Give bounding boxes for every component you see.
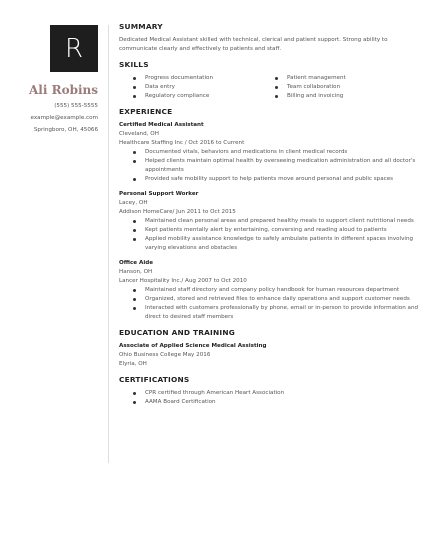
summary-section xyxy=(119,22,419,54)
skill-item: Billing and invoicing xyxy=(275,92,417,101)
job-location: Lacey, OH xyxy=(119,200,148,206)
skills-section xyxy=(119,60,419,101)
section-title: SKILLS xyxy=(119,60,149,69)
bullet-item: Maintained staff directory and company policy handbook for human resources department xyxy=(133,286,419,295)
skill-item: Team collaboration xyxy=(275,83,417,92)
certification-item: AAMA Board Certification xyxy=(133,398,419,407)
job-company-dates: Addison HomeCare/ Jun 2011 to Oct 2015 xyxy=(119,209,236,215)
section-title: SUMMARY xyxy=(119,22,163,31)
main-column xyxy=(119,22,419,413)
column-divider xyxy=(108,25,109,463)
skills-list xyxy=(119,74,419,101)
phone-text: (555) 555-5555 xyxy=(54,103,98,109)
job-bullets xyxy=(119,286,419,322)
email-text: example@example.com xyxy=(30,115,98,121)
skill-item: Patient management xyxy=(275,74,417,83)
job-location: Cleveland, OH xyxy=(119,131,159,137)
bullet-item: Interacted with customers professionally by phone, email or in-person to provide information and direct to desired staff members xyxy=(133,304,419,322)
contact-info xyxy=(31,100,98,136)
certifications-section xyxy=(119,375,419,407)
skills-column xyxy=(275,74,417,101)
certification-item: CPR certified through American Heart Association xyxy=(133,389,419,398)
job-title: Certified Medical Assistant xyxy=(119,122,204,128)
job-entry xyxy=(119,190,419,253)
job-company-dates: Lancer Hospitality Inc./ Aug 2007 to Oct 2010 xyxy=(119,278,247,284)
school-location-text: Elyria, OH xyxy=(119,361,147,367)
monogram-badge: R xyxy=(50,25,98,72)
bullet-item: Provided safe mobility support to help patients move around personal and public spaces xyxy=(133,175,419,184)
job-entry xyxy=(119,121,419,184)
job-company-dates: Healthcare Staffing Inc / Oct 2016 to Current xyxy=(119,140,245,146)
skill-item: Progress documentation xyxy=(133,74,275,83)
summary-text: Dedicated Medical Assistant skilled with technical, clerical and patient support. Strong ability to communicate clearly and effectively to patients and staff. xyxy=(119,37,388,52)
experience-section xyxy=(119,107,419,322)
candidate-name: Ali Robins xyxy=(28,83,98,97)
certifications-list xyxy=(119,389,419,407)
skill-item: Regulatory compliance xyxy=(133,92,275,101)
job-bullets xyxy=(119,148,419,184)
job-bullets xyxy=(119,217,419,253)
skills-column xyxy=(133,74,275,101)
bullet-item: Applied mobility assistance knowledge to safely ambulate patients in different spaces involving varying elevations and obstacles xyxy=(133,235,419,253)
bullet-item: Kept patients mentally alert by entertaining, conversing and reading aloud to patients xyxy=(133,226,419,235)
location-text: Springboro, OH, 45066 xyxy=(33,127,98,133)
section-title: CERTIFICATIONS xyxy=(119,375,190,384)
section-title: EDUCATION AND TRAINING xyxy=(119,328,235,337)
contact-column xyxy=(0,0,108,550)
school-date-text: Ohio Business College May 2016 xyxy=(119,352,211,358)
bullet-item: Helped clients maintain optimal health by overseeing medication administration and all doctor's appointments xyxy=(133,157,419,175)
education-section xyxy=(119,328,419,369)
bullet-item: Maintained clean personal areas and prepared healthy meals to support client nutritional needs xyxy=(133,217,419,226)
degree-text: Associate of Applied Science Medical Assisting xyxy=(119,343,267,349)
bullet-item: Documented vitals, behaviors and medications in client medical records xyxy=(133,148,419,157)
job-entry xyxy=(119,259,419,322)
job-location: Hanson, OH xyxy=(119,269,153,275)
skill-item: Data entry xyxy=(133,83,275,92)
job-title: Office Aide xyxy=(119,260,154,266)
section-title: EXPERIENCE xyxy=(119,107,173,116)
bullet-item: Organized, stored and retrieved files to enhance daily operations and support customer needs xyxy=(133,295,419,304)
job-title: Personal Support Worker xyxy=(119,191,199,197)
